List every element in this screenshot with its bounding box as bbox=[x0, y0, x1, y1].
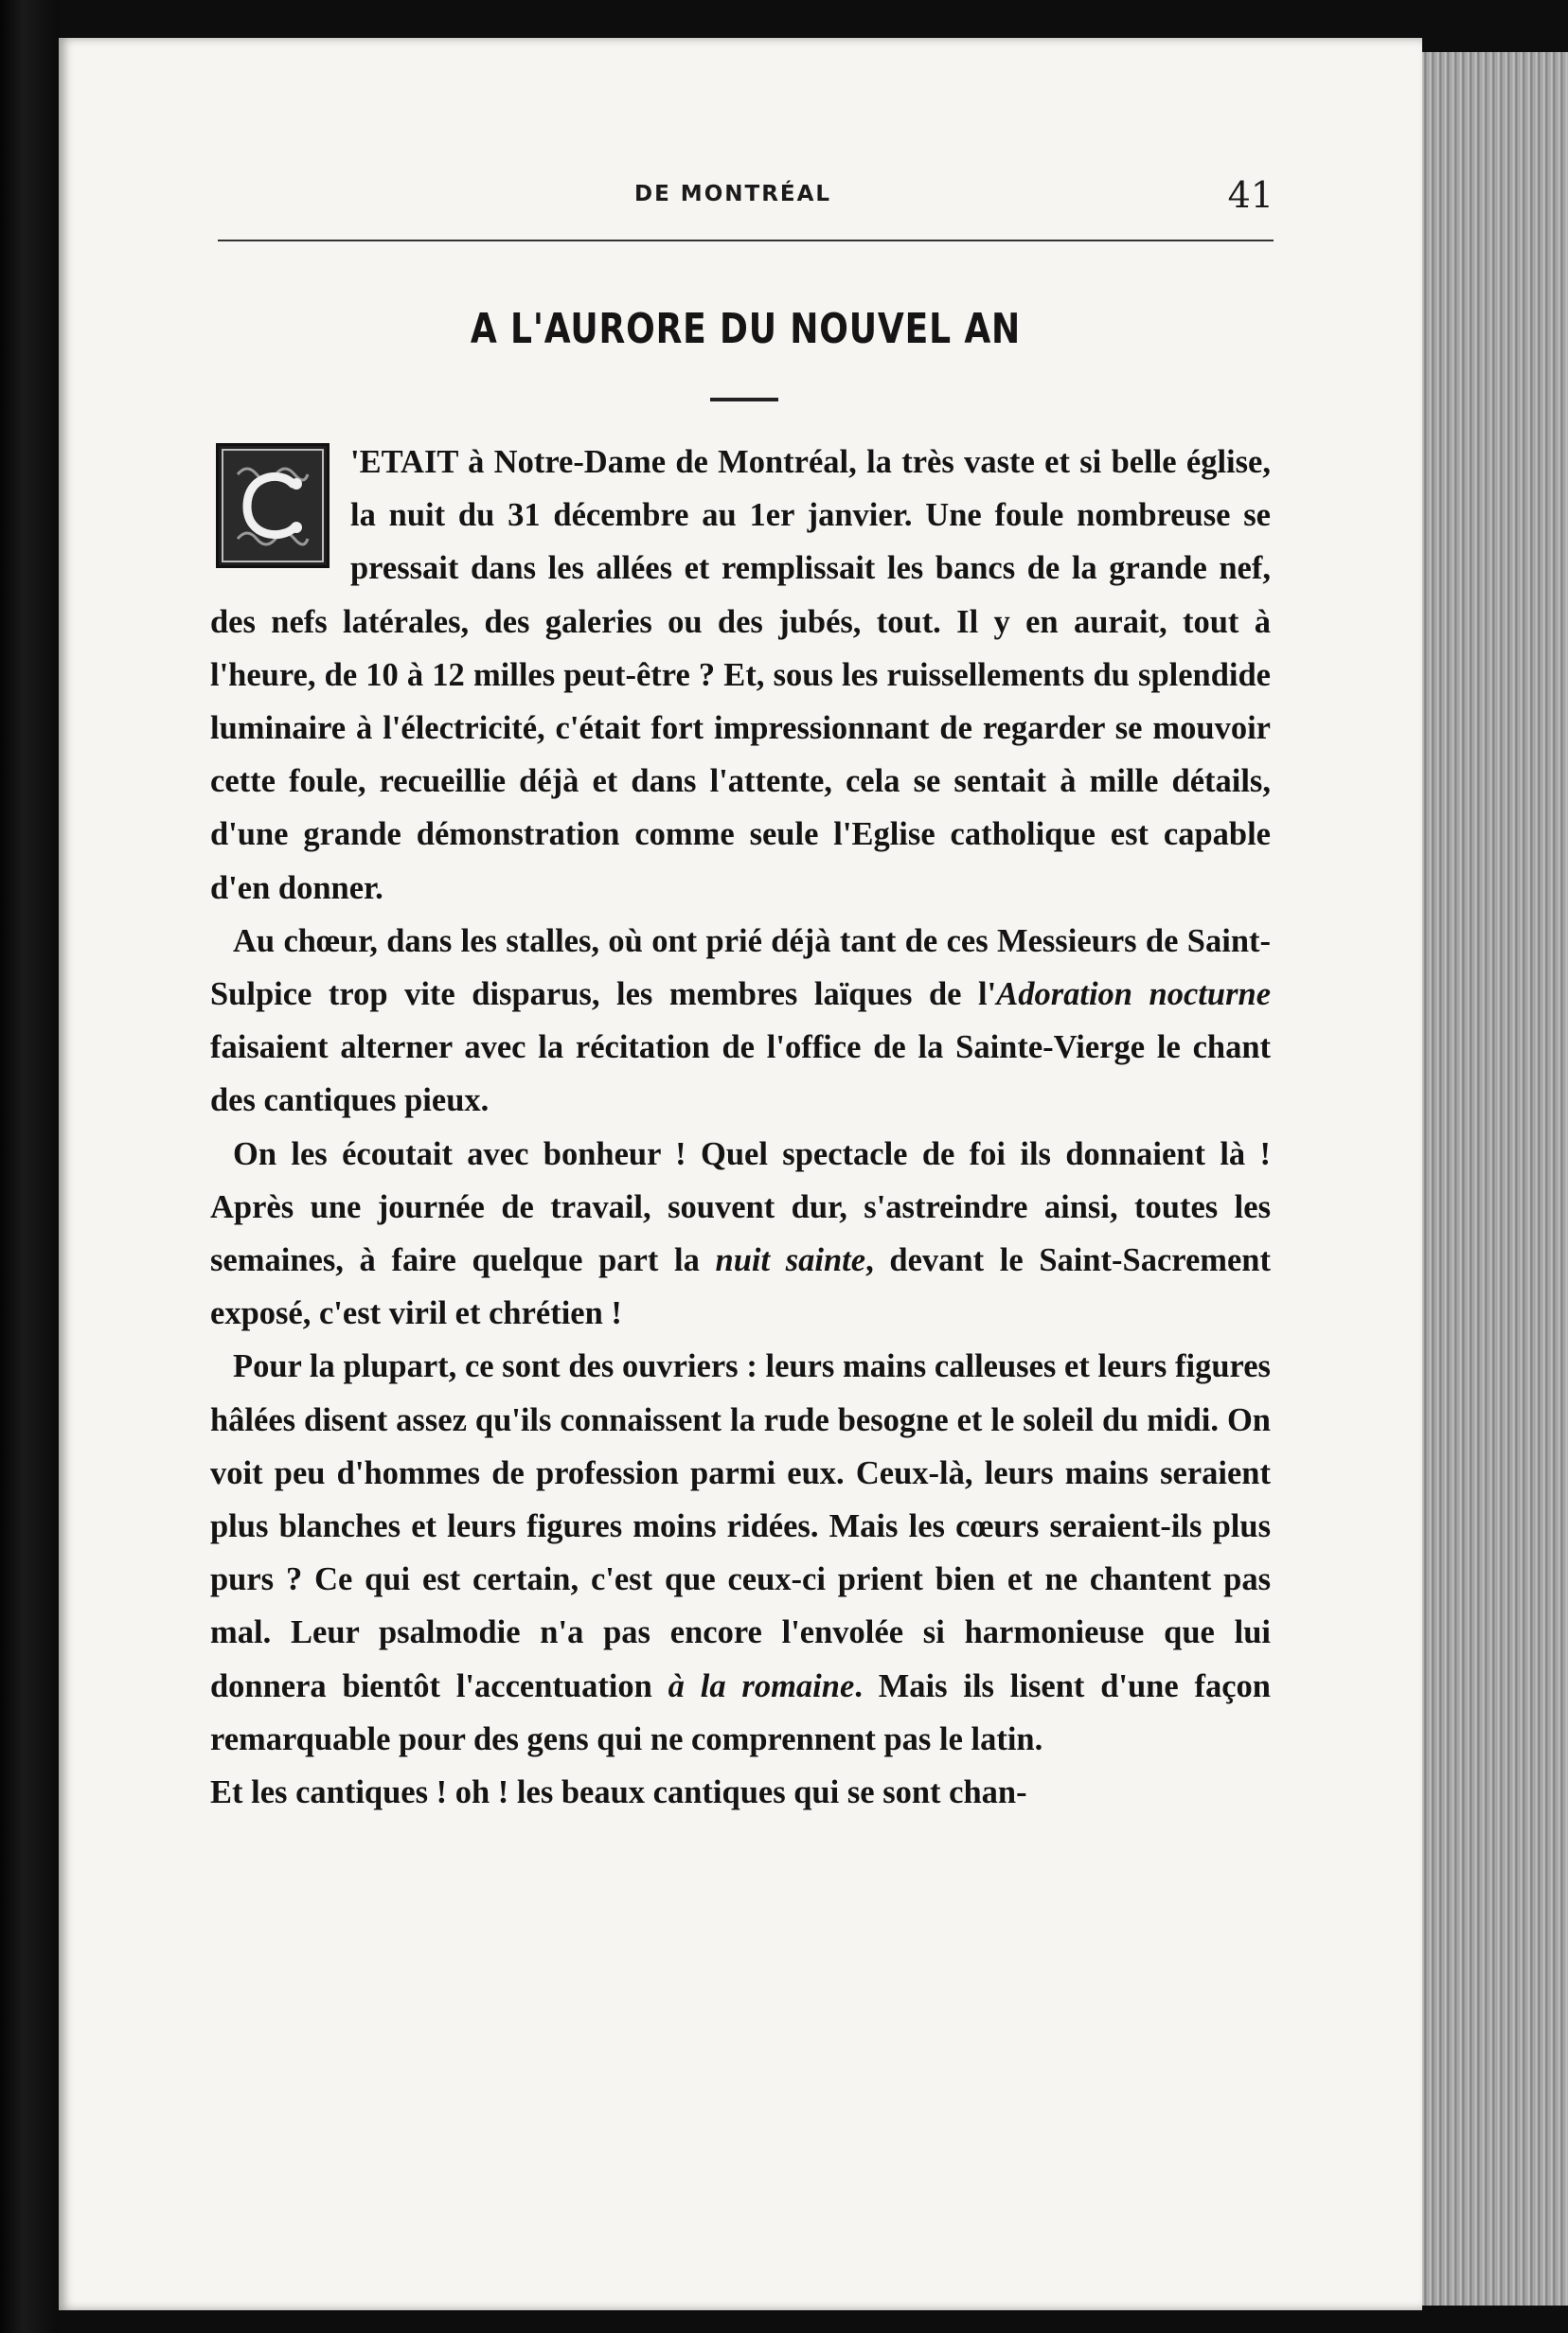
paragraph-2-italic: Adoration nocturne bbox=[996, 976, 1272, 1013]
paragraph-3 bbox=[210, 1128, 1271, 1341]
paragraph-4-text: Pour la plupart, ce sont des ouvriers : leurs mains calleuses et leurs figures hâlées disent assez qu'ils connaissent la rude besogne et le soleil du midi. On voit peu d'hommes de profession parmi eux. Ceux-là, leurs mains seraient plus blanches et leurs figures moins ridées. Mais les cœurs seraient-ils plus purs ? Ce qui est certain, c'est que ceux-ci prient bien et ne chantent pas mal. Leur psalmodie n'a pas encore l'envolée si harmonieuse que lui donnera bientôt l'accentuation bbox=[210, 1348, 1271, 1704]
paragraph-2-text: Au chœur, dans les stalles, où ont prié déjà tant de ces Messieurs de Saint-Sulpice trop vite disparus, les membres laïques de l' bbox=[210, 922, 1271, 1013]
ornamental-drop-cap bbox=[216, 443, 330, 568]
drop-cap-ornament-icon bbox=[219, 446, 327, 565]
paragraph-3-text: On les écoutait avec bonheur ! Quel spectacle de foi ils donnaient là ! Après une journée de travail, souvent dur, s'astreindre ainsi, toutes les semaines, à faire quelque part la bbox=[210, 1135, 1271, 1279]
title-rule bbox=[710, 398, 778, 401]
paragraph-5 bbox=[210, 1766, 1271, 1819]
paragraph-2-text-end: faisaient alterner avec la récitation de l'office de la Sainte-Vierge le chant des cantiques pieux. bbox=[210, 1029, 1271, 1119]
header-rule bbox=[218, 240, 1274, 241]
chapter-title: A L'AURORE DU NOUVEL AN bbox=[470, 305, 1022, 353]
paragraph-2 bbox=[210, 915, 1271, 1128]
page-number: 41 bbox=[1227, 174, 1274, 216]
body-text bbox=[210, 436, 1271, 1819]
paragraph-4-italic: à la romaine bbox=[668, 1667, 855, 1704]
running-header bbox=[218, 169, 1274, 225]
running-title: DE MONTRÉAL bbox=[634, 182, 832, 206]
paragraph-3-text-end: , devant le Saint-Sacrement exposé, c'est viril et chrétien ! bbox=[210, 1242, 1271, 1332]
paragraph-4 bbox=[210, 1340, 1271, 1766]
paragraph-1 bbox=[210, 436, 1271, 915]
paragraph-1-text: 'ETAIT à Notre-Dame de Montréal, la très vaste et si belle église, la nuit du 31 décembre au 1er janvier. Une foule nombreuse se pressait dans les allées et remplissait les bancs de la grande nef, des nefs latérales, des galeries ou des jubés, tout. Il y en aurait, tout à l'heure, de 10 à 12 milles peut-être ? Et, sous les ruissellements du splendide luminaire à l'électricité, c'était fort impressionnant de regarder se mouvoir cette foule, recueillie déjà et dans l'attente, cela se sentait à mille détails, d'une grande démonstration comme seule l'Eglise catholique est capable d'en donner. bbox=[210, 444, 1271, 906]
paragraph-3-italic: nuit sainte bbox=[715, 1242, 866, 1279]
page-fore-edge bbox=[1420, 52, 1568, 2306]
book-gutter-shadow bbox=[0, 0, 59, 2333]
paragraph-4-text-end: . Mais ils lisent d'une façon remarquable pour des gens qui ne comprennent pas le latin. bbox=[210, 1667, 1271, 1757]
paragraph-5-text: Et les cantiques ! oh ! les beaux cantiques qui se sont chan- bbox=[210, 1774, 1027, 1811]
